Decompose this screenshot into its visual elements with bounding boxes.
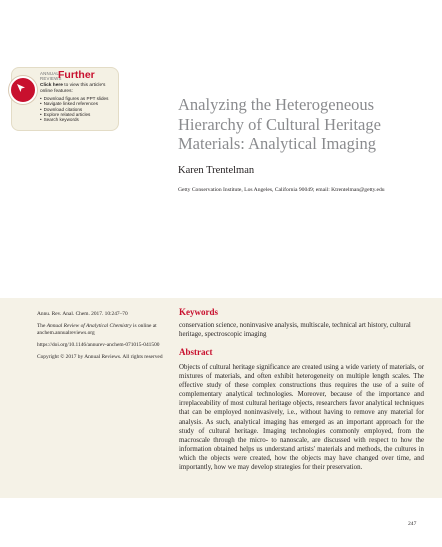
online-prefix: The <box>37 323 47 329</box>
brand-bottom: REVIEWS <box>40 76 62 81</box>
copyright-notice: Copyright © 2017 by Annual Reviews. All rights reserved <box>37 354 163 360</box>
further-item-figures[interactable]: • Download figures as PPT slides <box>40 96 108 101</box>
further-item-references[interactable]: • Navigate linked references <box>40 101 108 106</box>
author-affiliation: Getty Conservation Institute, Los Angeles, California 90049; email: Ktrentelman@getty.edu <box>178 187 385 193</box>
further-click-here-link[interactable] <box>40 83 116 94</box>
keywords-heading: Keywords <box>179 307 218 317</box>
click-here-rest: to view this article's online features: <box>40 83 106 94</box>
citation-line: Annu. Rev. Anal. Chem. 2017. 10:247–70 <box>37 311 128 317</box>
article-title: Analyzing the Heterogeneous Hierarchy of Cultural Heritage Materials: Analytical Imaging <box>178 95 381 153</box>
cursor-arrow-icon <box>16 83 26 93</box>
annual-reviews-logo-icon <box>9 76 37 104</box>
click-here-label[interactable]: Click here <box>40 83 63 88</box>
online-note <box>37 323 165 337</box>
further-features-list <box>40 96 108 122</box>
abstract-text: Objects of cultural heritage significance are created using a wide variety of materials, or mixtures of materials, and often exhibit heterogeneity on multiple length scales. The effective study of these complex constructions thus requires the use of a suite of complementary analytical technologies. Moreover, because of the importance and irreplaceability of most cultural heritage objects, researchers favor analytical techniques that can be employed noninvasively, i.e., without having to remove any material for analysis. As such, analytical imaging has emerged as an important approach for the study of cultural heritage. Imaging technologies commonly employed, from the macroscale through the micro- to nanoscale, are discussed with respect to how the information obtained helps us understand artists' materials and methods, the cultures in which the objects were created, how the objects may have changed over time, and importantly, how we may develop strategies for their preservation. <box>179 364 424 472</box>
further-item-keywords[interactable]: • Search keywords <box>40 117 108 122</box>
journal-name: Annual Review of Analytical Chemistry <box>46 323 132 329</box>
page-number: 247 <box>408 521 417 527</box>
keywords-text: conservation science, noninvasive analysis, multiscale, technical art history, cultural heritage, spectroscopic imaging <box>179 322 411 338</box>
further-title: Further <box>58 69 95 81</box>
article-metadata-sidebar <box>37 311 165 366</box>
further-item-related[interactable]: • Explore related articles <box>40 112 108 117</box>
online-suffix[interactable]: is online at anchem.annualreviews.org <box>37 323 157 336</box>
abstract-heading: Abstract <box>179 347 213 357</box>
author-name: Karen Trentelman <box>178 165 255 176</box>
brand-top: ANNUAL <box>40 71 60 76</box>
further-item-citations[interactable]: • Download citations <box>40 107 108 112</box>
doi-link[interactable]: https://doi.org/10.1146/annurev-anchem-071015-041500 <box>37 342 160 348</box>
